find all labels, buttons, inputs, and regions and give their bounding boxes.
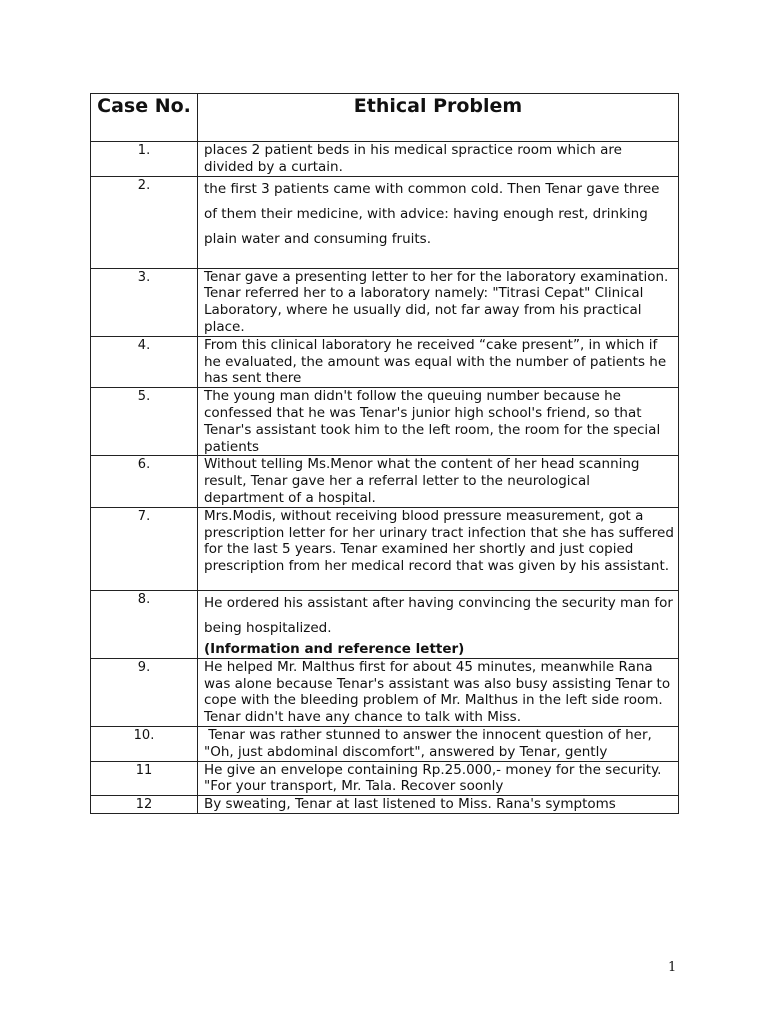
ethical-problems-table <box>90 93 679 814</box>
page-number: 1 <box>668 960 677 975</box>
table-row <box>91 590 679 658</box>
case-number: 9. <box>91 658 198 726</box>
case-number: 6. <box>91 456 198 507</box>
case-note: (Information and reference letter) <box>204 640 465 657</box>
case-number: 5. <box>91 388 198 456</box>
header-case-no: Case No. <box>91 94 198 142</box>
case-description <box>198 590 679 658</box>
table-row <box>91 388 679 456</box>
table-row <box>91 336 679 387</box>
case-number: 4. <box>91 336 198 387</box>
case-number: 11 <box>91 761 198 796</box>
case-description: Without telling Ms.Menor what the content of her head scanning result, Tenar gave her a referral letter to the neurological department of a hospital. <box>198 456 679 507</box>
case-description: the first 3 patients came with common cold. Then Tenar gave three of them their medicine, with advice: having enough rest, drinking plain water and consuming fruits. <box>198 176 679 268</box>
table-row <box>91 761 679 796</box>
table-row <box>91 142 679 177</box>
table-row <box>91 268 679 336</box>
table-row <box>91 658 679 726</box>
case-description: Tenar gave a presenting letter to her for the laboratory examination. Tenar referred her to a laboratory namely: "Titrasi Cepat" Clinical Laboratory, where he usually did, not far away from his practical place. <box>198 268 679 336</box>
case-description: places 2 patient beds in his medical spractice room which are divided by a curtain. <box>198 142 679 177</box>
case-number: 7. <box>91 507 198 590</box>
header-ethical-problem: Ethical Problem <box>198 94 679 142</box>
case-number: 3. <box>91 268 198 336</box>
case-description: From this clinical laboratory he received “cake present”, in which if he evaluated, the amount was equal with the number of patients he has sent there <box>198 336 679 387</box>
table-row <box>91 176 679 268</box>
table-row <box>91 726 679 761</box>
table-row <box>91 796 679 814</box>
table-row <box>91 507 679 590</box>
case-number: 2. <box>91 176 198 268</box>
table-row <box>91 456 679 507</box>
case-number: 10. <box>91 726 198 761</box>
case-description: By sweating, Tenar at last listened to Miss. Rana's symptoms <box>198 796 679 814</box>
case-number: 8. <box>91 590 198 658</box>
case-description: He give an envelope containing Rp.25.000,- money for the security. "For your transport, Mr. Tala. Recover soonly <box>198 761 679 796</box>
case-number: 1. <box>91 142 198 177</box>
case-description: Tenar was rather stunned to answer the innocent question of her, "Oh, just abdominal discomfort", answered by Tenar, gently <box>198 726 679 761</box>
case-description-text: He ordered his assistant after having convincing the security man for being hospitalized. <box>204 594 673 636</box>
table-header-row <box>91 94 679 142</box>
case-number: 12 <box>91 796 198 814</box>
case-description: Mrs.Modis, without receiving blood pressure measurement, got a prescription letter for her urinary tract infection that she has suffered for the last 5 years. Tenar examined her shortly and just copied prescription from her medical record that was given by his assistant. <box>198 507 679 590</box>
case-description: He helped Mr. Malthus first for about 45 minutes, meanwhile Rana was alone because Tenar's assistant was also busy assisting Tenar to cope with the bleeding problem of Mr. Malthus in the left side room. Tenar didn't have any chance to talk with Miss. <box>198 658 679 726</box>
case-description: The young man didn't follow the queuing number because he confessed that he was Tenar's junior high school's friend, so that Tenar's assistant took him to the left room, the room for the special patients <box>198 388 679 456</box>
